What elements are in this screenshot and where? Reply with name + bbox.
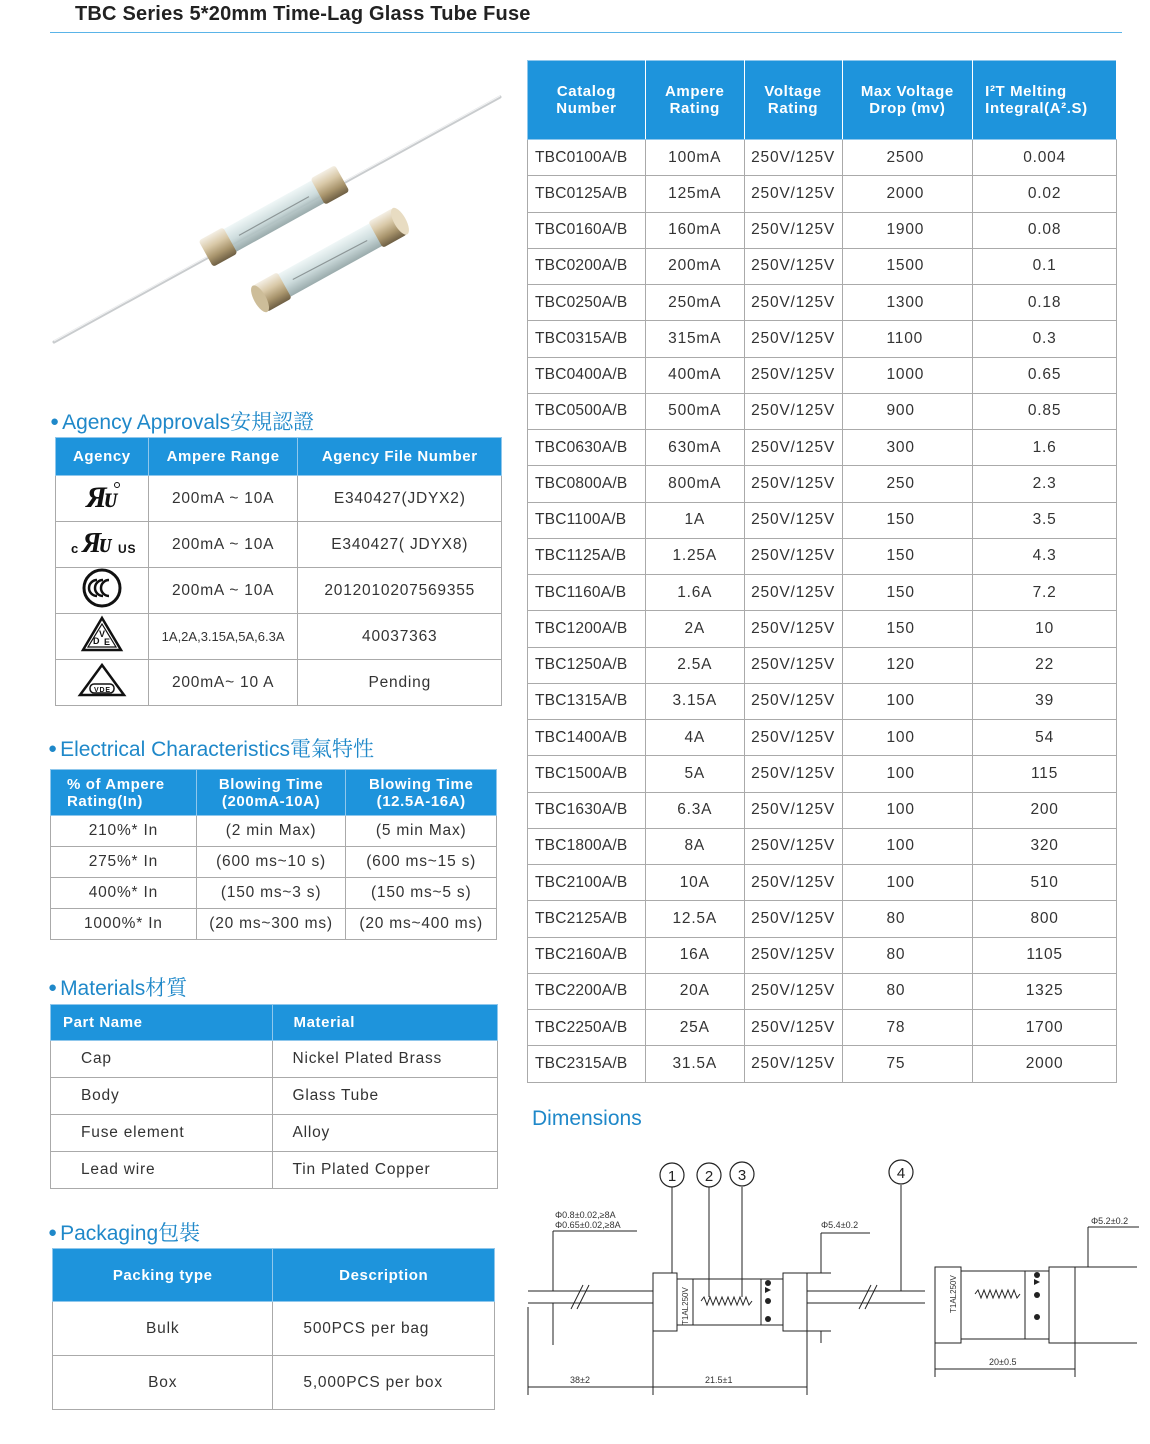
catalog-number: TBC0315A/B xyxy=(528,321,646,357)
table-row xyxy=(51,878,497,909)
voltage-rating: 250V/125V xyxy=(744,502,842,538)
ampere-rating: 2.5A xyxy=(645,647,744,683)
ampere-rating: 25A xyxy=(645,1010,744,1046)
ampere-rating: 250mA xyxy=(645,285,744,321)
ampere-rating: 10A xyxy=(645,865,744,901)
svg-text:VDE: VDE xyxy=(93,687,111,694)
table-row xyxy=(53,1302,495,1356)
header-line: Blowing Time xyxy=(368,775,474,793)
ampere-range: 1A,2A,3.15A,5A,6.3A xyxy=(148,614,298,660)
cap-diameter-label-2: Φ5.2±0.2 xyxy=(1091,1216,1129,1226)
table-row xyxy=(528,1046,1117,1082)
ampere-rating: 20A xyxy=(645,973,744,1009)
ampere-range: 200mA ~ 10A xyxy=(148,522,298,568)
max-voltage-drop: 100 xyxy=(842,720,973,756)
catalog-number: TBC0500A/B xyxy=(528,393,646,429)
max-voltage-drop: 80 xyxy=(842,973,973,1009)
max-voltage-drop: 150 xyxy=(842,502,973,538)
i2t-melting-integral: 0.08 xyxy=(973,212,1117,248)
callout-2: 2 xyxy=(704,1168,714,1185)
ampere-rating: 315mA xyxy=(645,321,744,357)
table-row xyxy=(528,430,1117,466)
max-voltage-drop: 1900 xyxy=(842,212,973,248)
table-row xyxy=(528,466,1117,502)
table-row xyxy=(528,756,1117,792)
i2t-melting-integral: 7.2 xyxy=(973,575,1117,611)
header-line: % of Ampere xyxy=(67,775,165,793)
catalog-number: TBC1400A/B xyxy=(528,720,646,756)
dimensions-heading: Dimensions xyxy=(532,1107,642,1130)
i2t-melting-integral: 54 xyxy=(973,720,1117,756)
title-rule xyxy=(50,32,1122,33)
header-line: Integral(A².S) xyxy=(985,100,1088,117)
header-line: Rating(In) xyxy=(67,792,143,810)
max-voltage-drop: 75 xyxy=(842,1046,973,1082)
agency-file-number: Pending xyxy=(298,660,502,706)
callout-4: 4 xyxy=(896,1165,906,1182)
voltage-rating: 250V/125V xyxy=(744,248,842,284)
svg-text:US: US xyxy=(117,542,135,556)
lead-diameter-label-1: Φ0.8±0.02,≥8A xyxy=(555,1210,616,1220)
col-part-name: Part Name xyxy=(51,1005,273,1041)
blowing-time-low: (2 min Max) xyxy=(196,816,346,847)
percent-ampere-rating: 275%* In xyxy=(51,847,197,878)
max-voltage-drop: 100 xyxy=(842,683,973,719)
table-row xyxy=(528,865,1117,901)
catalog-number: TBC2125A/B xyxy=(528,901,646,937)
agency-file-number: E340427(JDYX2) xyxy=(298,476,502,522)
ampere-rating: 2A xyxy=(645,611,744,647)
voltage-rating: 250V/125V xyxy=(744,611,842,647)
voltage-rating: 250V/125V xyxy=(744,393,842,429)
dimensions-drawing xyxy=(525,1155,1145,1425)
catalog-number: TBC2200A/B xyxy=(528,973,646,1009)
agency-file-number: 2012010207569355 xyxy=(298,568,502,614)
ampere-rating: 8A xyxy=(645,828,744,864)
materials-heading: ● Materials材質 xyxy=(48,977,188,1000)
body-length-label-2: 20±0.5 xyxy=(989,1357,1017,1367)
table-row xyxy=(528,176,1117,212)
part-name: Body xyxy=(51,1078,273,1115)
max-voltage-drop: 120 xyxy=(842,647,973,683)
ampere-rating: 800mA xyxy=(645,466,744,502)
svg-text:ᴜ: ᴜ xyxy=(98,528,113,558)
material: Nickel Plated Brass xyxy=(272,1041,497,1078)
blowing-time-low: (600 ms~10 s) xyxy=(196,847,346,878)
header-line: Blowing Time xyxy=(218,775,324,793)
voltage-rating: 250V/125V xyxy=(744,538,842,574)
part-name: Lead wire xyxy=(51,1152,273,1189)
table-row xyxy=(528,901,1117,937)
max-voltage-drop: 78 xyxy=(842,1010,973,1046)
catalog-number: TBC1100A/B xyxy=(528,502,646,538)
i2t-melting-integral: 0.1 xyxy=(973,248,1117,284)
ccc-logo xyxy=(56,568,149,614)
header-line: Max Voltage xyxy=(860,83,954,100)
table-row xyxy=(528,720,1117,756)
ampere-range: 200mA ~ 10A xyxy=(148,476,298,522)
max-voltage-drop: 2500 xyxy=(842,140,973,176)
ampere-rating: 400mA xyxy=(645,357,744,393)
voltage-rating: 250V/125V xyxy=(744,466,842,502)
packing-description: 500PCS per bag xyxy=(273,1302,495,1356)
table-row xyxy=(51,909,497,940)
table-row xyxy=(528,937,1117,973)
percent-ampere-rating: 1000%* In xyxy=(51,909,197,940)
header-line: Catalog xyxy=(556,83,617,100)
table-row xyxy=(51,816,497,847)
ul-recognized-logo xyxy=(56,476,149,522)
ampere-rating: 200mA xyxy=(645,248,744,284)
col-catalog-number xyxy=(528,61,646,140)
ampere-rating: 500mA xyxy=(645,393,744,429)
callout-markers xyxy=(660,1160,913,1187)
header-line: Rating xyxy=(767,100,819,117)
table-row xyxy=(51,1078,498,1115)
table-row xyxy=(528,683,1117,719)
voltage-rating: 250V/125V xyxy=(744,792,842,828)
table-row xyxy=(528,212,1117,248)
table-row xyxy=(528,647,1117,683)
table-row xyxy=(528,1010,1117,1046)
col-percent-ampere-rating xyxy=(51,770,197,816)
packaging-heading: ● Packaging包裝 xyxy=(48,1222,201,1245)
voltage-rating: 250V/125V xyxy=(744,973,842,1009)
i2t-melting-integral: 320 xyxy=(973,828,1117,864)
voltage-rating: 250V/125V xyxy=(744,828,842,864)
max-voltage-drop: 150 xyxy=(842,575,973,611)
voltage-rating: 250V/125V xyxy=(744,575,842,611)
percent-ampere-rating: 210%* In xyxy=(51,816,197,847)
max-voltage-drop: 100 xyxy=(842,756,973,792)
col-voltage-rating xyxy=(744,61,842,140)
i2t-melting-integral: 10 xyxy=(973,611,1117,647)
i2t-melting-integral: 3.5 xyxy=(973,502,1117,538)
vde-triangle-logo xyxy=(56,614,149,660)
body-marking-2: T1AL250V xyxy=(949,1275,958,1313)
ampere-rating: 4A xyxy=(645,720,744,756)
max-voltage-drop: 1500 xyxy=(842,248,973,284)
i2t-melting-integral: 1105 xyxy=(973,937,1117,973)
electrical-table xyxy=(50,769,497,940)
fuse-product-photo xyxy=(48,92,506,352)
header-line: (12.5A-16A) xyxy=(376,792,466,810)
svg-text:V: V xyxy=(98,629,106,639)
max-voltage-drop: 1100 xyxy=(842,321,973,357)
voltage-rating: 250V/125V xyxy=(744,937,842,973)
table-row xyxy=(528,321,1117,357)
max-voltage-drop: 900 xyxy=(842,393,973,429)
table-row xyxy=(51,847,497,878)
ampere-rating: 16A xyxy=(645,937,744,973)
ampere-range: 200mA ~ 10A xyxy=(148,568,298,614)
packing-type: Bulk xyxy=(53,1302,273,1356)
max-voltage-drop: 100 xyxy=(842,865,973,901)
svg-text:Я: Я xyxy=(81,528,102,558)
i2t-melting-integral: 2000 xyxy=(973,1046,1117,1082)
catalog-number: TBC1500A/B xyxy=(528,756,646,792)
table-row xyxy=(528,502,1117,538)
ampere-rating: 125mA xyxy=(645,176,744,212)
table-row xyxy=(528,792,1117,828)
voltage-rating: 250V/125V xyxy=(744,1046,842,1082)
table-row xyxy=(528,611,1117,647)
max-voltage-drop: 80 xyxy=(842,901,973,937)
blowing-time-high: (20 ms~400 ms) xyxy=(346,909,497,940)
table-row xyxy=(56,614,502,660)
catalog-number: TBC0630A/B xyxy=(528,430,646,466)
blowing-time-low: (20 ms~300 ms) xyxy=(196,909,346,940)
table-row xyxy=(528,140,1117,176)
col-ampere-rating xyxy=(645,61,744,140)
i2t-melting-integral: 0.004 xyxy=(973,140,1117,176)
i2t-melting-integral: 115 xyxy=(973,756,1117,792)
svg-text:ᴜ: ᴜ xyxy=(103,481,118,513)
cul-us-logo xyxy=(56,522,149,568)
electrical-heading: ● Electrical Characteristics電氣特性 xyxy=(48,738,374,761)
voltage-rating: 250V/125V xyxy=(744,683,842,719)
table-row xyxy=(51,1041,498,1078)
i2t-melting-integral: 200 xyxy=(973,792,1117,828)
table-row xyxy=(53,1356,495,1410)
voltage-rating: 250V/125V xyxy=(744,901,842,937)
packaging-table xyxy=(52,1248,495,1410)
material: Glass Tube xyxy=(272,1078,497,1115)
i2t-melting-integral: 800 xyxy=(973,901,1117,937)
voltage-rating: 250V/125V xyxy=(744,357,842,393)
col-blowing-time-low xyxy=(196,770,346,816)
max-voltage-drop: 80 xyxy=(842,937,973,973)
catalog-number: TBC0250A/B xyxy=(528,285,646,321)
header-line: Number xyxy=(556,100,617,117)
materials-table xyxy=(50,1004,498,1189)
packing-type: Box xyxy=(53,1356,273,1410)
col-agency-file-number: Agency File Number xyxy=(298,438,502,476)
packing-description: 5,000PCS per box xyxy=(273,1356,495,1410)
voltage-rating: 250V/125V xyxy=(744,430,842,466)
catalog-number: TBC1125A/B xyxy=(528,538,646,574)
catalog-number: TBC2100A/B xyxy=(528,865,646,901)
body-length-label: 21.5±1 xyxy=(705,1375,733,1385)
voltage-rating: 250V/125V xyxy=(744,212,842,248)
callout-3: 3 xyxy=(737,1167,747,1184)
catalog-number: TBC0800A/B xyxy=(528,466,646,502)
i2t-melting-integral: 0.02 xyxy=(973,176,1117,212)
table-row xyxy=(56,568,502,614)
voltage-rating: 250V/125V xyxy=(744,1010,842,1046)
voltage-rating: 250V/125V xyxy=(744,176,842,212)
col-ampere-range: Ampere Range xyxy=(148,438,298,476)
catalog-number: TBC1315A/B xyxy=(528,683,646,719)
catalog-number: TBC1800A/B xyxy=(528,828,646,864)
catalog-number: TBC2315A/B xyxy=(528,1046,646,1082)
header-line: Ampere xyxy=(665,83,725,100)
ampere-rating: 3.15A xyxy=(645,683,744,719)
ampere-rating: 31.5A xyxy=(645,1046,744,1082)
catalog-number: TBC1250A/B xyxy=(528,647,646,683)
i2t-melting-integral: 1700 xyxy=(973,1010,1117,1046)
max-voltage-drop: 1000 xyxy=(842,357,973,393)
agency-heading: ● Agency Approvals安規認證 xyxy=(50,411,315,434)
i2t-melting-integral: 2.3 xyxy=(973,466,1117,502)
col-agency: Agency xyxy=(56,438,149,476)
blowing-time-high: (600 ms~15 s) xyxy=(346,847,497,878)
callout-1: 1 xyxy=(667,1168,677,1185)
max-voltage-drop: 2000 xyxy=(842,176,973,212)
blowing-time-low: (150 ms~3 s) xyxy=(196,878,346,909)
table-row xyxy=(528,973,1117,1009)
agency-file-number: E340427( JDYX8) xyxy=(298,522,502,568)
col-i2t-melting xyxy=(973,61,1117,140)
i2t-melting-integral: 0.18 xyxy=(973,285,1117,321)
body-marking: T1AL250V xyxy=(681,1287,690,1325)
table-row xyxy=(528,357,1117,393)
i2t-melting-integral: 0.3 xyxy=(973,321,1117,357)
svg-text:c: c xyxy=(70,541,79,556)
max-voltage-drop: 150 xyxy=(842,538,973,574)
lead-length-label: 38±2 xyxy=(570,1375,590,1385)
catalog-number: TBC2250A/B xyxy=(528,1010,646,1046)
col-material: Material xyxy=(272,1005,497,1041)
part-name: Fuse element xyxy=(51,1115,273,1152)
voltage-rating: 250V/125V xyxy=(744,865,842,901)
table-row xyxy=(56,476,502,522)
catalog-number: TBC1630A/B xyxy=(528,792,646,828)
header-line: I²T Melting xyxy=(985,83,1067,100)
ampere-rating: 1.6A xyxy=(645,575,744,611)
i2t-melting-integral: 1.6 xyxy=(973,430,1117,466)
voltage-rating: 250V/125V xyxy=(744,140,842,176)
blowing-time-high: (150 ms~5 s) xyxy=(346,878,497,909)
table-row xyxy=(56,522,502,568)
ampere-rating: 160mA xyxy=(645,212,744,248)
table-row xyxy=(51,1115,498,1152)
i2t-melting-integral: 4.3 xyxy=(973,538,1117,574)
ampere-rating: 100mA xyxy=(645,140,744,176)
table-row xyxy=(528,828,1117,864)
table-row xyxy=(51,1152,498,1189)
i2t-melting-integral: 510 xyxy=(973,865,1117,901)
catalog-number: TBC1200A/B xyxy=(528,611,646,647)
max-voltage-drop: 100 xyxy=(842,828,973,864)
voltage-rating: 250V/125V xyxy=(744,321,842,357)
header-line: Voltage xyxy=(764,83,822,100)
svg-text:Я: Я xyxy=(85,481,108,513)
header-line: Drop (mv) xyxy=(869,100,946,117)
ampere-range: 200mA~ 10 A xyxy=(148,660,298,706)
table-row xyxy=(528,285,1117,321)
ampere-rating: 630mA xyxy=(645,430,744,466)
header-line: (200mA-10A) xyxy=(221,792,321,810)
catalog-number: TBC2160A/B xyxy=(528,937,646,973)
i2t-melting-integral: 39 xyxy=(973,683,1117,719)
percent-ampere-rating: 400%* In xyxy=(51,878,197,909)
col-description: Description xyxy=(273,1249,495,1302)
ampere-rating: 6.3A xyxy=(645,792,744,828)
max-voltage-drop: 300 xyxy=(842,430,973,466)
voltage-rating: 250V/125V xyxy=(744,647,842,683)
table-row xyxy=(56,660,502,706)
i2t-melting-integral: 0.85 xyxy=(973,393,1117,429)
material: Tin Plated Copper xyxy=(272,1152,497,1189)
voltage-rating: 250V/125V xyxy=(744,720,842,756)
lead-diameter-label-2: Φ0.65±0.02,≥8A xyxy=(555,1220,621,1230)
table-row xyxy=(528,538,1117,574)
voltage-rating: 250V/125V xyxy=(744,285,842,321)
catalog-table xyxy=(527,60,1117,1083)
catalog-number: TBC0200A/B xyxy=(528,248,646,284)
svg-text:D: D xyxy=(92,636,101,646)
ampere-rating: 1A xyxy=(645,502,744,538)
max-voltage-drop: 100 xyxy=(842,792,973,828)
i2t-melting-integral: 22 xyxy=(973,647,1117,683)
catalog-number: TBC1160A/B xyxy=(528,575,646,611)
max-voltage-drop: 1300 xyxy=(842,285,973,321)
ampere-rating: 5A xyxy=(645,756,744,792)
catalog-number: TBC0125A/B xyxy=(528,176,646,212)
i2t-melting-integral: 1325 xyxy=(973,973,1117,1009)
col-packing-type: Packing type xyxy=(53,1249,273,1302)
ampere-rating: 1.25A xyxy=(645,538,744,574)
material: Alloy xyxy=(272,1115,497,1152)
max-voltage-drop: 150 xyxy=(842,611,973,647)
cap-diameter-label: Φ5.4±0.2 xyxy=(821,1220,859,1230)
voltage-rating: 250V/125V xyxy=(744,756,842,792)
agency-file-number: 40037363 xyxy=(298,614,502,660)
table-row xyxy=(528,575,1117,611)
part-name: Cap xyxy=(51,1041,273,1078)
agency-table xyxy=(55,437,502,706)
ampere-rating: 12.5A xyxy=(645,901,744,937)
col-blowing-time-high xyxy=(346,770,497,816)
i2t-melting-integral: 0.65 xyxy=(973,357,1117,393)
svg-text:E: E xyxy=(103,637,111,647)
header-line: Rating xyxy=(669,100,720,117)
col-max-voltage-drop xyxy=(842,61,973,140)
page-title: TBC Series 5*20mm Time-Lag Glass Tube Fuse xyxy=(75,3,531,25)
vde-diamond-logo xyxy=(56,660,149,706)
table-row xyxy=(528,248,1117,284)
catalog-number: TBC0100A/B xyxy=(528,140,646,176)
table-row xyxy=(528,393,1117,429)
max-voltage-drop: 250 xyxy=(842,466,973,502)
blowing-time-high: (5 min Max) xyxy=(346,816,497,847)
catalog-number: TBC0400A/B xyxy=(528,357,646,393)
catalog-number: TBC0160A/B xyxy=(528,212,646,248)
